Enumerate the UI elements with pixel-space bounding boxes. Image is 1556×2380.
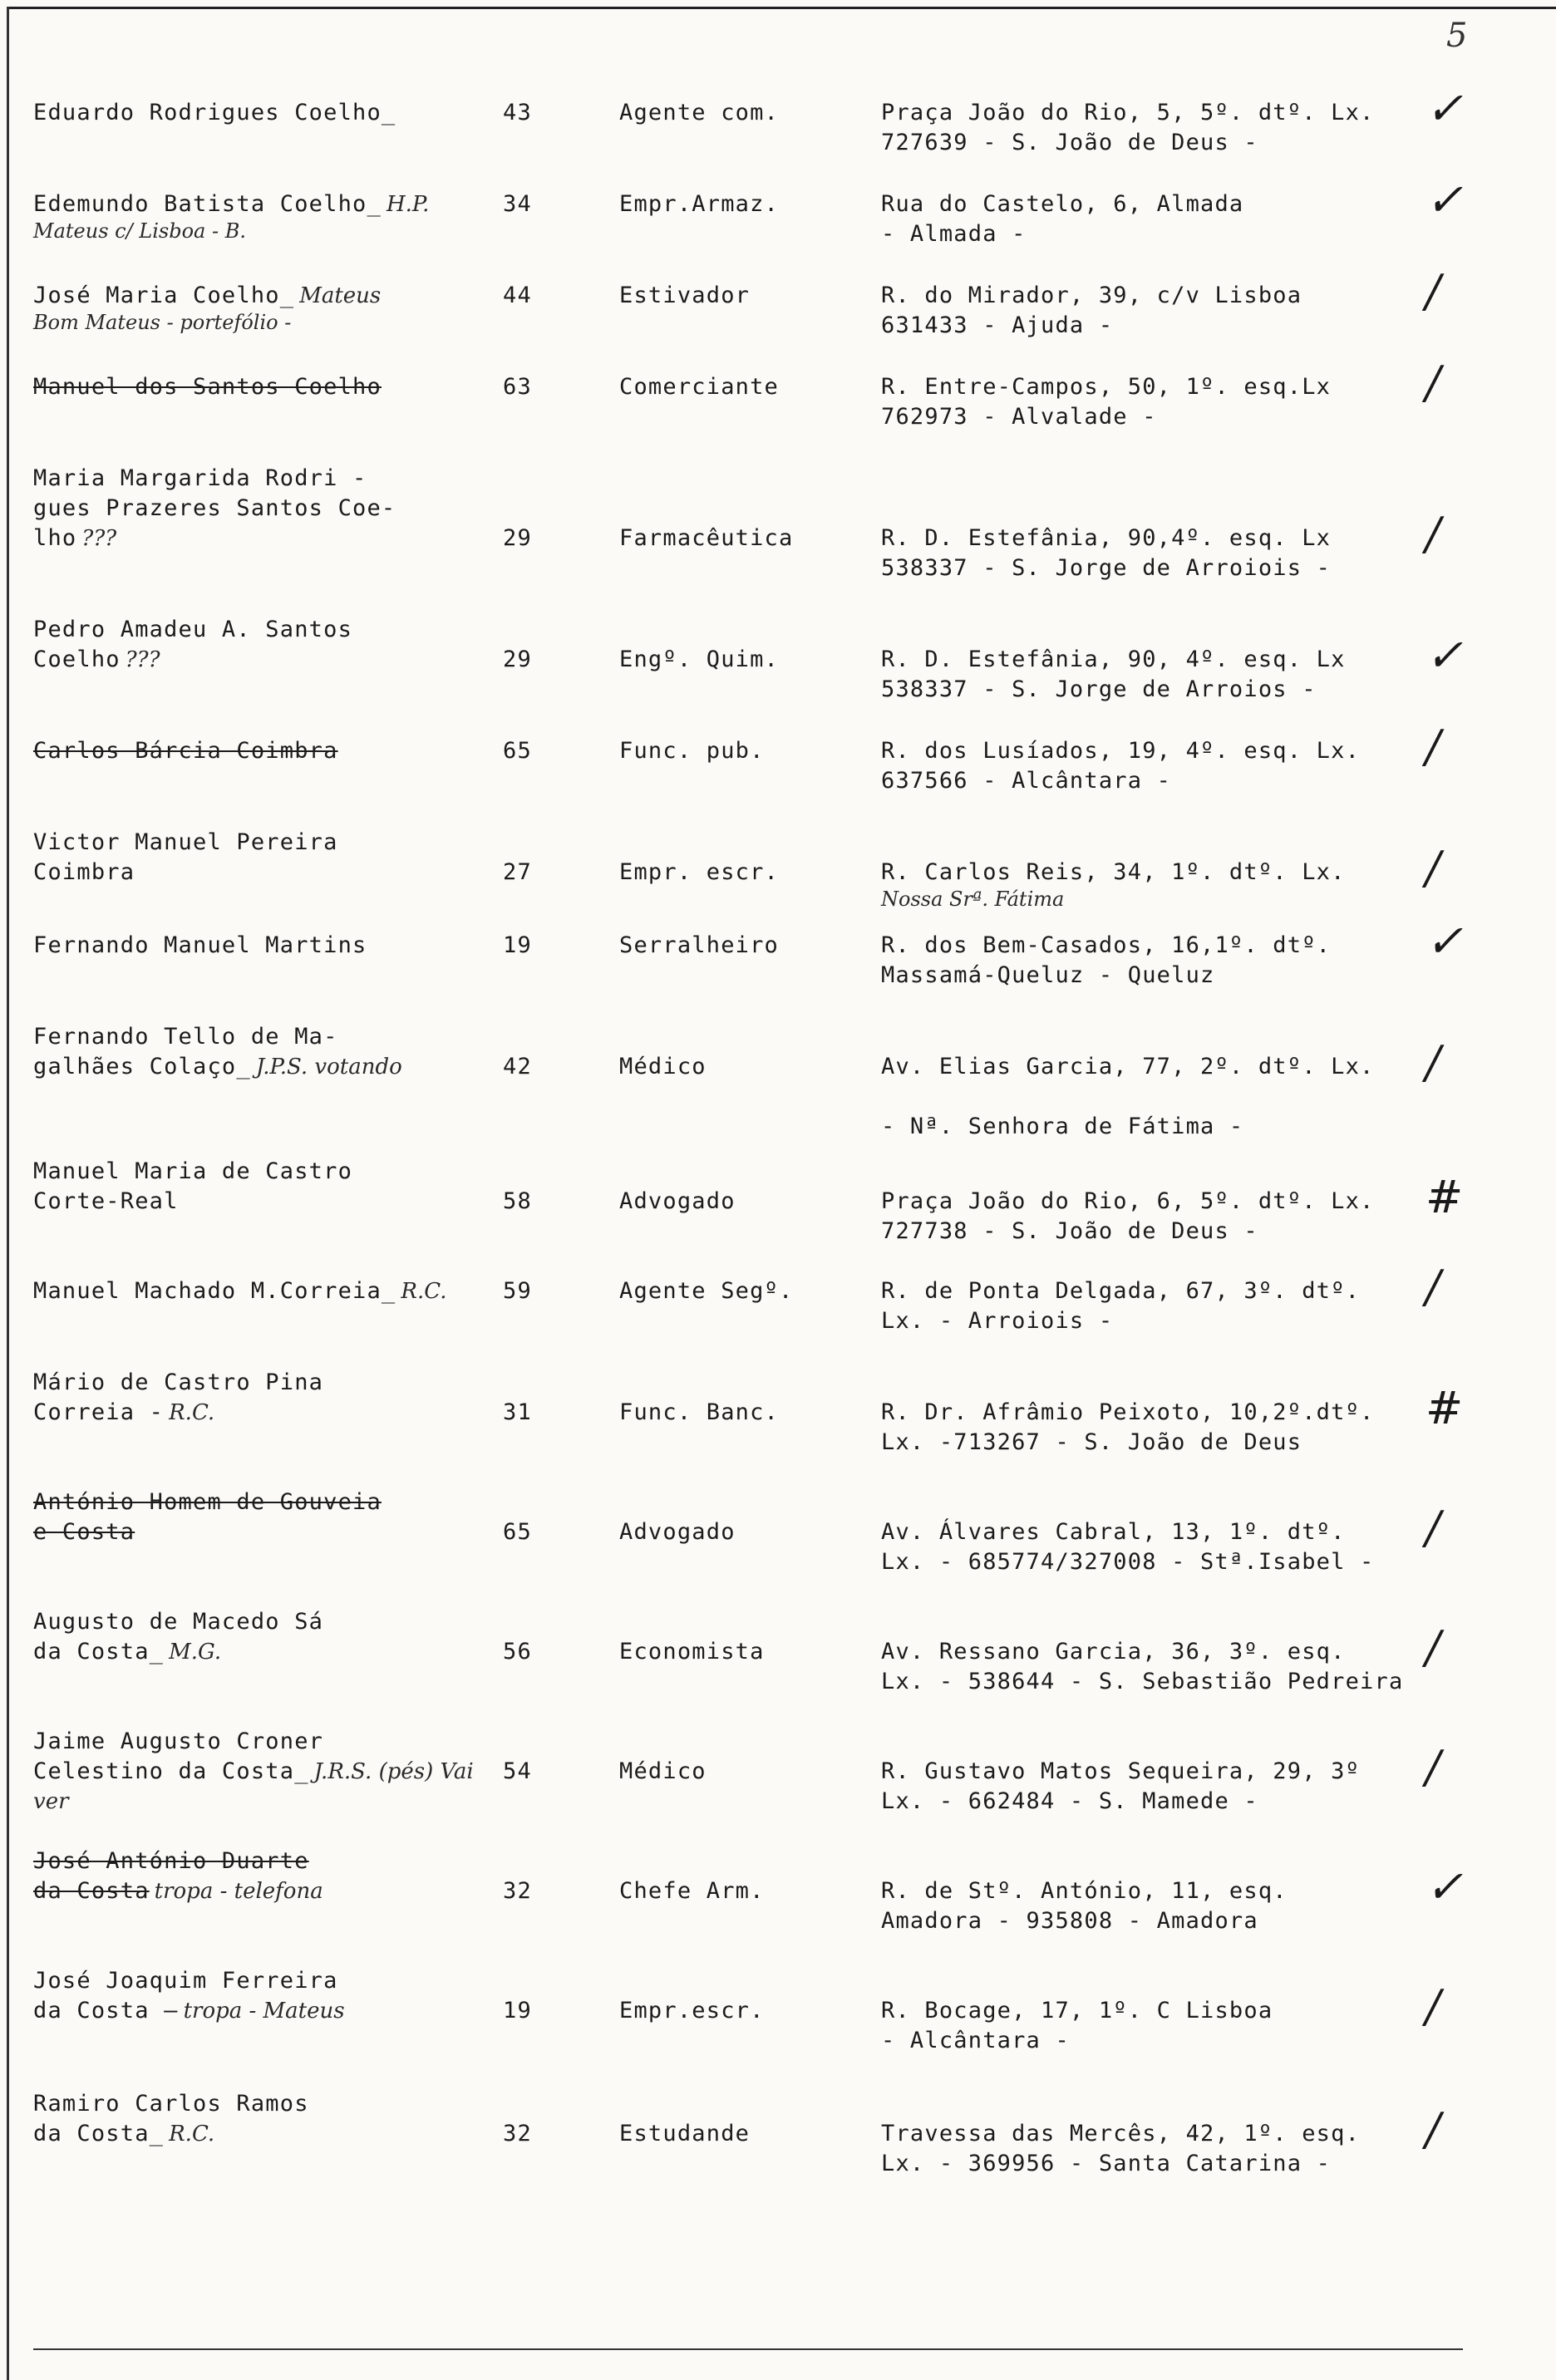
entry-age: 32	[503, 2121, 532, 2146]
entry-age: 32	[503, 1878, 532, 1904]
entry-occupation: Médico	[619, 1758, 707, 1784]
entry-name-text: António Homem de Gouveia e Costa	[33, 1489, 382, 1545]
check-mark: ✓	[1426, 915, 1465, 967]
entry-address-text: Av. Álvares Cabral, 13, 1º. dtº. Lx. - 685774/327008 - Stª.Isabel -	[881, 1519, 1375, 1575]
entry-address-text: R. Bocage, 17, 1º. C Lisboa - Alcântara -	[881, 1998, 1273, 2053]
check-mark: /	[1426, 1621, 1442, 1674]
entry-occupation: Func. pub.	[619, 738, 765, 764]
entry-occupation: Estudande	[619, 2121, 751, 2146]
entry-age: 54	[503, 1758, 532, 1784]
entry-age: 65	[503, 738, 532, 764]
entry-age: 63	[503, 374, 532, 400]
entry-address	[881, 1052, 1480, 1142]
entry-name	[33, 1368, 482, 1428]
entry-name	[33, 189, 482, 246]
handwritten-note-second-line: Bom Mateus - portefólio -	[33, 311, 292, 334]
entry-occupation: Economista	[619, 1639, 765, 1665]
check-mark: /	[1426, 508, 1442, 560]
entry-name	[33, 1157, 482, 1217]
entry-address	[881, 645, 1480, 705]
entry-name-text: Carlos Bárcia Coimbra	[33, 738, 338, 764]
entry-address	[881, 98, 1480, 158]
entry-address	[881, 1876, 1480, 1936]
entry-occupation: Empr. escr.	[619, 859, 780, 885]
handwritten-address-note: Nossa Srª. Fátima	[881, 888, 1065, 911]
entry-age: 59	[503, 1278, 532, 1304]
entry-name-text: José Maria Coelho_	[33, 283, 295, 308]
check-mark: /	[1426, 2103, 1442, 2156]
handwritten-note: H.P.	[386, 192, 430, 217]
check-mark: /	[1426, 1980, 1442, 2033]
entry-name	[33, 1966, 482, 2026]
handwritten-note-second-line: Mateus c/ Lisboa - B.	[33, 219, 246, 243]
entry-name-text: Fernando Tello de Ma- galhães Colaço_	[33, 1024, 338, 1079]
check-mark: ✓	[1426, 82, 1465, 135]
handwritten-note: M.G.	[169, 1640, 222, 1665]
entry-name-text: Eduardo Rodrigues Coelho_	[33, 100, 396, 125]
handwritten-note: Mateus	[299, 283, 382, 308]
check-mark: /	[1426, 1502, 1442, 1554]
check-mark: ✓	[1426, 174, 1465, 226]
entry-address	[881, 736, 1480, 796]
entry-name	[33, 1607, 482, 1667]
entry-address-text: R. D. Estefânia, 90,4º. esq. Lx 538337 - S. Jorge de Arroiois -	[881, 525, 1332, 581]
entry-address	[881, 858, 1480, 914]
entry-address-text: Av. Ressano Garcia, 36, 3º. esq. Lx. - 538644 - S. Sebastião Pedreira	[881, 1639, 1404, 1694]
check-mark: #	[1426, 1382, 1465, 1434]
check-mark: /	[1426, 1741, 1442, 1793]
entry-name-text: Ramiro Carlos Ramos da Costa_	[33, 2091, 309, 2146]
entry-address	[881, 281, 1480, 341]
entry-occupation: Empr.Armaz.	[619, 191, 780, 217]
handwritten-note: R.C.	[169, 2122, 215, 2146]
entry-address	[881, 1276, 1480, 1336]
entry-address	[881, 931, 1480, 991]
entry-address-text: Av. Elias Garcia, 77, 2º. dtº. Lx. - Nª. Senhora de Fátima -	[881, 1054, 1375, 1139]
entry-address-text: Praça João do Rio, 5, 5º. dtº. Lx. 727639 - S. João de Deus -	[881, 100, 1375, 155]
entry-occupation: Comerciante	[619, 374, 780, 400]
entry-age: 56	[503, 1639, 532, 1665]
entry-age: 58	[503, 1188, 532, 1214]
entry-name	[33, 615, 482, 675]
check-mark: ✓	[1426, 629, 1465, 681]
entry-address-text: R. Entre-Campos, 50, 1º. esq.Lx 762973 - Alvalade -	[881, 374, 1332, 430]
handwritten-note: ???	[81, 526, 117, 551]
entry-age: 19	[503, 1998, 532, 2023]
entry-name	[33, 98, 482, 128]
entry-name-text: Manuel Maria de Castro Corte-Real	[33, 1158, 353, 1214]
entry-age: 29	[503, 647, 532, 672]
entry-age: 29	[503, 525, 532, 551]
handwritten-note: J.P.S. votando	[255, 1055, 402, 1079]
page-number: 5	[1446, 17, 1468, 55]
check-mark: ✓	[1426, 1861, 1465, 1913]
handwritten-note: R.C.	[401, 1279, 447, 1304]
check-mark: /	[1426, 842, 1442, 894]
entry-address-text: R. dos Lusíados, 19, 4º. esq. Lx. 637566 - Alcântara -	[881, 738, 1361, 794]
entry-occupation: Func. Banc.	[619, 1399, 780, 1425]
handwritten-note: tropa - Mateus	[183, 1999, 345, 2023]
entry-name-text: Manuel Machado M.Correia_	[33, 1278, 396, 1304]
entry-name	[33, 281, 482, 337]
entry-age: 42	[503, 1054, 532, 1079]
entry-occupation: Engº. Quim.	[619, 647, 780, 672]
entry-name	[33, 464, 482, 553]
check-mark: /	[1426, 720, 1442, 773]
entry-name	[33, 828, 482, 888]
entry-occupation: Farmacêutica	[619, 525, 794, 551]
entry-occupation: Empr.escr.	[619, 1998, 765, 2023]
check-mark: /	[1426, 265, 1442, 317]
entry-name	[33, 372, 482, 402]
entry-occupation: Agente Segº.	[619, 1278, 794, 1304]
entry-name-text: Maria Margarida Rodri - gues Prazeres Santos Coe- lho	[33, 465, 396, 551]
entry-address-text: R. D. Estefânia, 90, 4º. esq. Lx 538337 - S. Jorge de Arroios -	[881, 647, 1346, 702]
entry-name-text: Manuel dos Santos Coelho	[33, 374, 382, 400]
entry-name-text: Mário de Castro Pina Correia -	[33, 1369, 324, 1425]
handwritten-note: R.C.	[169, 1400, 215, 1425]
entry-address	[881, 524, 1480, 583]
entry-occupation: Agente com.	[619, 100, 780, 125]
entry-name-text: Augusto de Macedo Sá da Costa_	[33, 1609, 324, 1665]
entry-address	[881, 1996, 1480, 2056]
top-border-line	[7, 7, 1556, 9]
check-mark: /	[1426, 1261, 1442, 1313]
check-mark: #	[1426, 1171, 1465, 1223]
entry-address	[881, 1398, 1480, 1458]
entry-address	[881, 372, 1480, 432]
entry-name-text: Edemundo Batista Coelho_	[33, 191, 382, 217]
entry-name-text: Pedro Amadeu A. Santos Coelho	[33, 617, 353, 672]
entry-age: 44	[503, 283, 532, 308]
bottom-border-line	[33, 2348, 1463, 2350]
entry-address	[881, 189, 1480, 249]
entry-address-text: R. dos Bem-Casados, 16,1º. dtº. Massamá-Queluz - Queluz	[881, 932, 1332, 988]
entry-name	[33, 1022, 482, 1082]
entry-occupation: Serralheiro	[619, 932, 780, 958]
entry-name	[33, 1488, 482, 1547]
entry-name	[33, 931, 482, 961]
entry-name-text: José António Duarte da Costa	[33, 1848, 309, 1904]
entry-name-text: Jaime Augusto Croner Celestino da Costa_	[33, 1728, 324, 1784]
entry-name-text: Victor Manuel Pereira Coimbra	[33, 829, 338, 885]
entry-address-text: R. Dr. Afrâmio Peixoto, 10,2º.dtº. Lx. -713267 - S. João de Deus	[881, 1399, 1375, 1455]
handwritten-note: J.R.S. (pés) Vai ver	[33, 1759, 474, 1814]
entry-occupation: Estivador	[619, 283, 751, 308]
entry-name-text: Fernando Manuel Martins	[33, 932, 367, 958]
check-mark: /	[1426, 1036, 1442, 1089]
entry-occupation: Advogado	[619, 1188, 736, 1214]
left-border-line	[7, 7, 9, 2380]
entry-address-text: R. de Ponta Delgada, 67, 3º. dtº. Lx. - Arroiois -	[881, 1278, 1361, 1334]
entry-age: 31	[503, 1399, 532, 1425]
entry-address-text: Rua do Castelo, 6, Almada - Almada -	[881, 191, 1244, 247]
handwritten-note: tropa - telefona	[154, 1879, 323, 1904]
entry-name	[33, 1727, 482, 1817]
entry-address-text: R. de Stº. António, 11, esq. Amadora - 935808 - Amadora	[881, 1878, 1288, 1934]
entry-address	[881, 1187, 1480, 1247]
handwritten-note: ???	[125, 647, 160, 672]
entry-name	[33, 1276, 482, 1306]
entry-age: 65	[503, 1519, 532, 1545]
entry-address	[881, 1517, 1480, 1577]
entry-age: 19	[503, 932, 532, 958]
entry-address-text: R. do Mirador, 39, c/v Lisboa 631433 - Ajuda -	[881, 283, 1302, 338]
entry-name	[33, 2089, 482, 2149]
check-mark: /	[1426, 357, 1442, 409]
entry-address	[881, 1637, 1480, 1697]
entry-occupation: Advogado	[619, 1519, 736, 1545]
entry-name	[33, 1846, 482, 1906]
entry-address	[881, 1757, 1480, 1817]
entry-age: 27	[503, 859, 532, 885]
entry-age: 34	[503, 191, 532, 217]
entry-address-text: Praça João do Rio, 6, 5º. dtº. Lx. 727738 - S. João de Deus -	[881, 1188, 1375, 1244]
entry-occupation: Chefe Arm.	[619, 1878, 765, 1904]
entry-name	[33, 736, 482, 766]
entry-address-text: R. Carlos Reis, 34, 1º. dtº. Lx.	[881, 859, 1346, 885]
entry-age: 43	[503, 100, 532, 125]
entry-name-text: José Joaquim Ferreira da Costa —	[33, 1968, 338, 2023]
entry-address	[881, 2119, 1480, 2179]
entry-address-text: Travessa das Mercês, 42, 1º. esq. Lx. - 369956 - Santa Catarina -	[881, 2121, 1361, 2176]
entry-address-text: R. Gustavo Matos Sequeira, 29, 3º Lx. - 662484 - S. Mamede -	[881, 1758, 1361, 1814]
entry-occupation: Médico	[619, 1054, 707, 1079]
